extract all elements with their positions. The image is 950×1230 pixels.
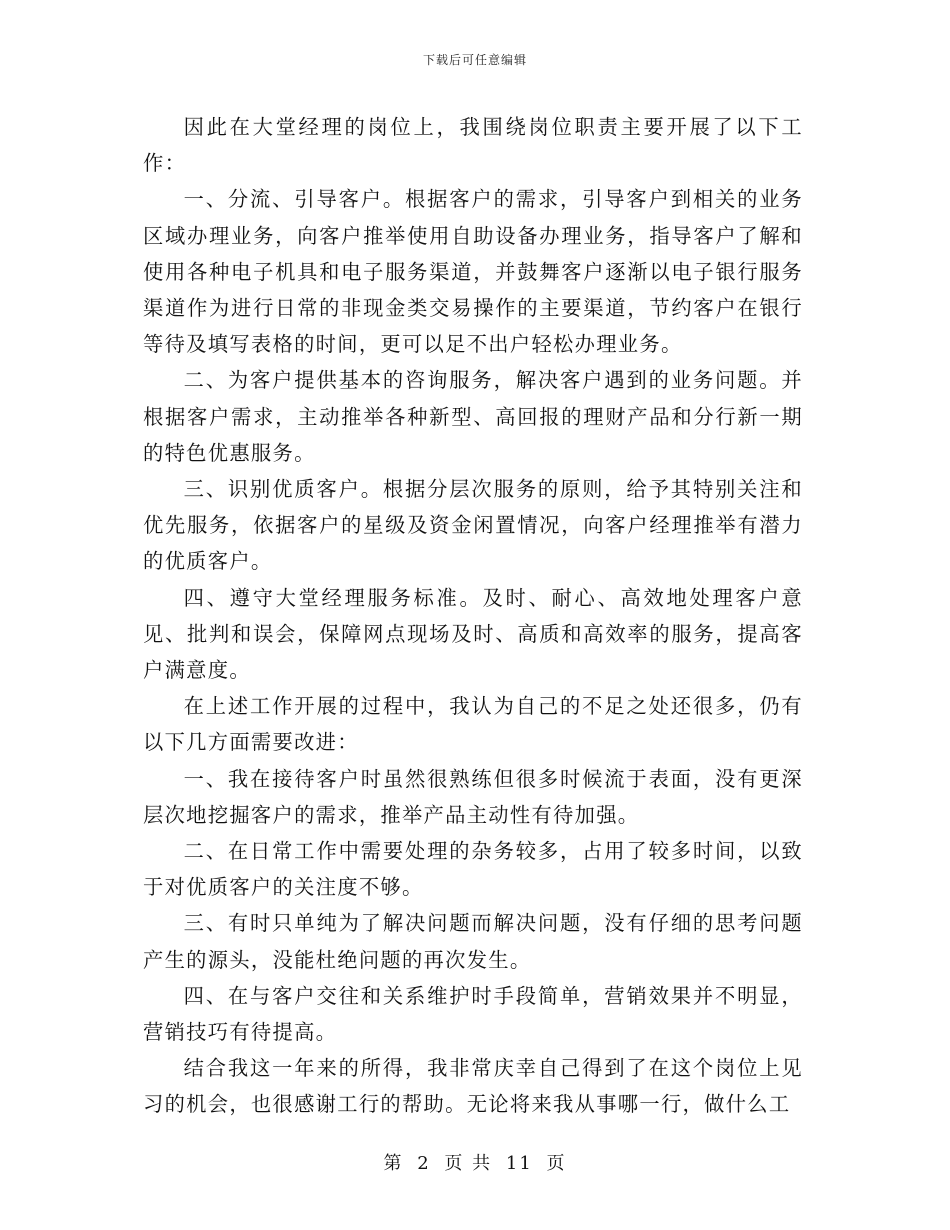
document-body — [143, 109, 803, 1123]
paragraph: 四、遵守大堂经理服务标准。及时、耐心、高效地处理客户意见、批判和误会，保障网点现场及时、高质和高效率的服务，提高客户满意度。 — [143, 585, 803, 683]
paragraph: 三、有时只单纯为了解决问题而解决问题，没有仔细的思考问题产生的源头，没能杜绝问题的再次发生。 — [143, 911, 803, 972]
paragraph: 一、我在接待客户时虽然很熟练但很多时候流于表面，没有更深层次地挖掘客户的需求，推举产品主动性有待加强。 — [143, 766, 803, 827]
page-header: 下载后可任意编辑 — [422, 53, 527, 67]
paragraph: 二、为客户提供基本的咨询服务，解决客户遇到的业务问题。并根据客户需求，主动推举各种新型、高回报的理财产品和分行新一期的特色优惠服务。 — [143, 368, 803, 465]
page-number: 2 — [417, 1153, 431, 1174]
page-footer — [0, 1152, 950, 1176]
total-pages: 11 — [505, 1153, 533, 1174]
footer-middle: 页 共 — [444, 1153, 493, 1174]
footer-suffix: 页 — [546, 1153, 567, 1174]
paragraph: 结合我这一年来的所得，我非常庆幸自己得到了在这个岗位上见习的机会，也很感谢工行的帮助。无论将来我从事哪一行，做什么工 — [143, 1056, 803, 1117]
paragraph: 一、分流、引导客户。根据客户的需求，引导客户到相关的业务区域办理业务，向客户推举使用自助设备办理业务，指导客户了解和使用各种电子机具和电子服务渠道，并鼓舞客户逐渐以电子银行服务渠道作为进行日常的非现金类交易操作的主要渠道，节约客户在银行等待及填写表格的时间，更可以足不出户轻松办理业务。 — [143, 187, 803, 357]
paragraph: 在上述工作开展的过程中，我认为自己的不足之处还很多，仍有以下几方面需要改进： — [143, 694, 803, 755]
footer-prefix: 第 — [383, 1153, 404, 1174]
paragraph: 二、在日常工作中需要处理的杂务较多，占用了较多时间，以致于对优质客户的关注度不够。 — [143, 839, 803, 900]
paragraph: 四、在与客户交往和关系维护时手段简单，营销效果并不明显，营销技巧有待提高。 — [143, 983, 803, 1045]
paragraph: 三、识别优质客户。根据分层次服务的原则，给予其特别关注和优先服务，依据客户的星级及资金闲置情况，向客户经理推举有潜力的优质客户。 — [143, 477, 803, 574]
paragraph: 因此在大堂经理的岗位上，我围绕岗位职责主要开展了以下工作： — [143, 115, 803, 176]
